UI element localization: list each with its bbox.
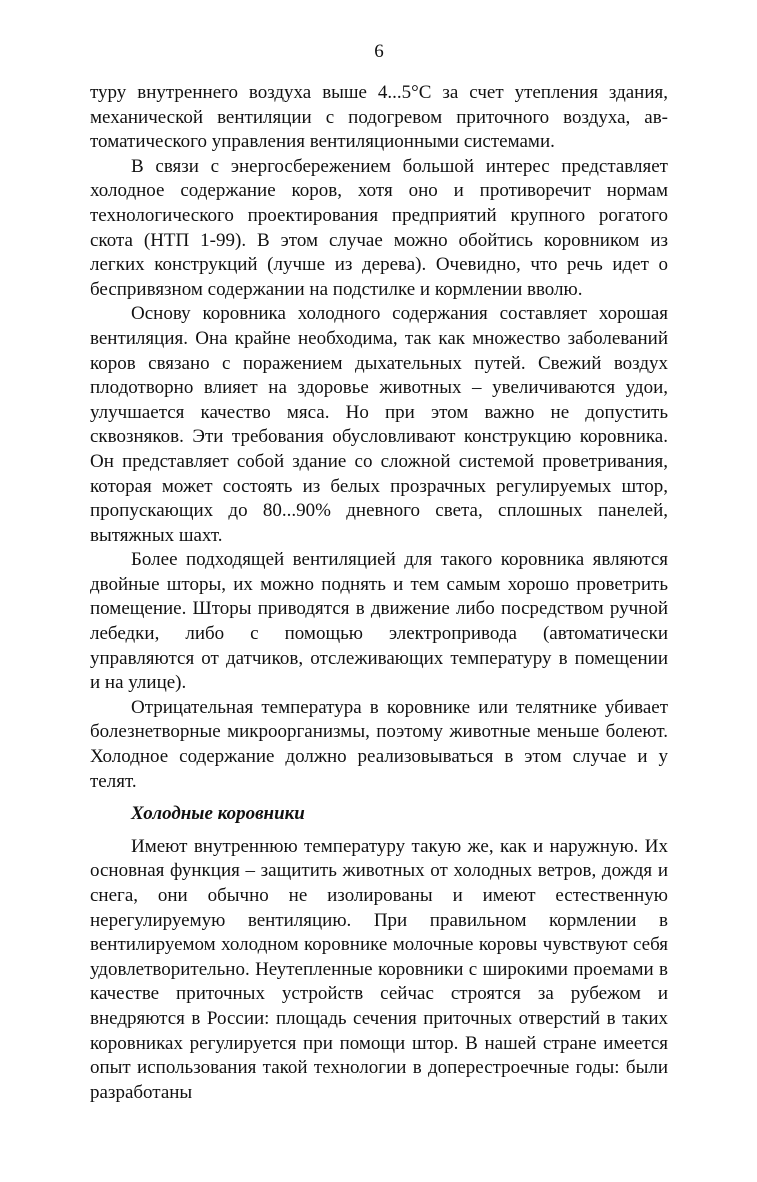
paragraph-cold-barns: Имеют внутреннюю температуру такую же, как и наружную. Их основная функция – защитить животных от холодных ветров, дождя и снега, они обычно не изолированы и имеют естественную нерегулируемую вентиляцию. При правильном кормлении в вентилируемом холодном коровнике молочные коровы чувствуют себя удовлетворительно. Неутепленные коровники с широкими проемами в качестве приточных устройств сейчас строятся за рубежом и внедряются в России: площадь сечения приточных отверстий в таких коровниках регулируется при помощи штор. В нашей стране имеется опыт использования такой технологии в доперестроечные годы: были разработаны bbox=[90, 835, 668, 1103]
page-number: 6 bbox=[374, 41, 384, 62]
paragraph-negative-temperature: Отрицательная температура в коровнике или телятнике убивает болезнетворные микроорганизмы, поэтому животные меньше болеют. Холодное содержание должно реализовываться в этом случае и у телят. bbox=[90, 696, 668, 792]
document-page bbox=[90, 40, 668, 1105]
paragraph-ventilation-basis: Основу коровника холодного содержания составляет хорошая вентиляция. Она крайне необходима, так как множество заболеваний коров связано с поражением дыхательных путей. Свежий воздух плодотворно влияет на здоровье животных – увеличиваются удои, улучшается качество мяса. Но при этом важно не допустить сквозняков. Эти требования обусловливают конструкцию коровника. Он представляет собой здание со сложной системой проветривания, которая может состоять из белых прозрачных регулируемых штор, пропускающих до 80...90% дневного света, сплошных панелей, вытяжных шахт. bbox=[90, 303, 668, 546]
section-heading: Холодные коровники bbox=[131, 803, 305, 825]
paragraph-double-curtains: Более подходящей вентиляцией для такого коровника являются двойные шторы, их можно поднять и тем самым хорошо проветрить помещение. Шторы приводятся в движение либо посредством ручной лебедки, либо с помощью электропривода (автоматически управляются от датчиков, отслеживающих температуру в помещении и на улице). bbox=[90, 549, 668, 694]
paragraph-energy-saving: В связи с энергосбережением большой интерес представляет холодное содержание коров, хотя оно и противоречит нормам технологического проектирования предприятий крупного рогатого скота (НТП 1-99). В этом случае можно обойтись коровником из легких конструкций (лучше из дерева). Очевидно, что речь идет о беспривязном содержании на подстилке и кормлении вволю. bbox=[90, 155, 668, 300]
paragraph-continuation: туру внутреннего воздуха выше 4...5°С за счет утепления здания, механической вентиляции с подогревом приточного воздуха, автоматического управления вентиляционными системами. bbox=[90, 82, 668, 153]
